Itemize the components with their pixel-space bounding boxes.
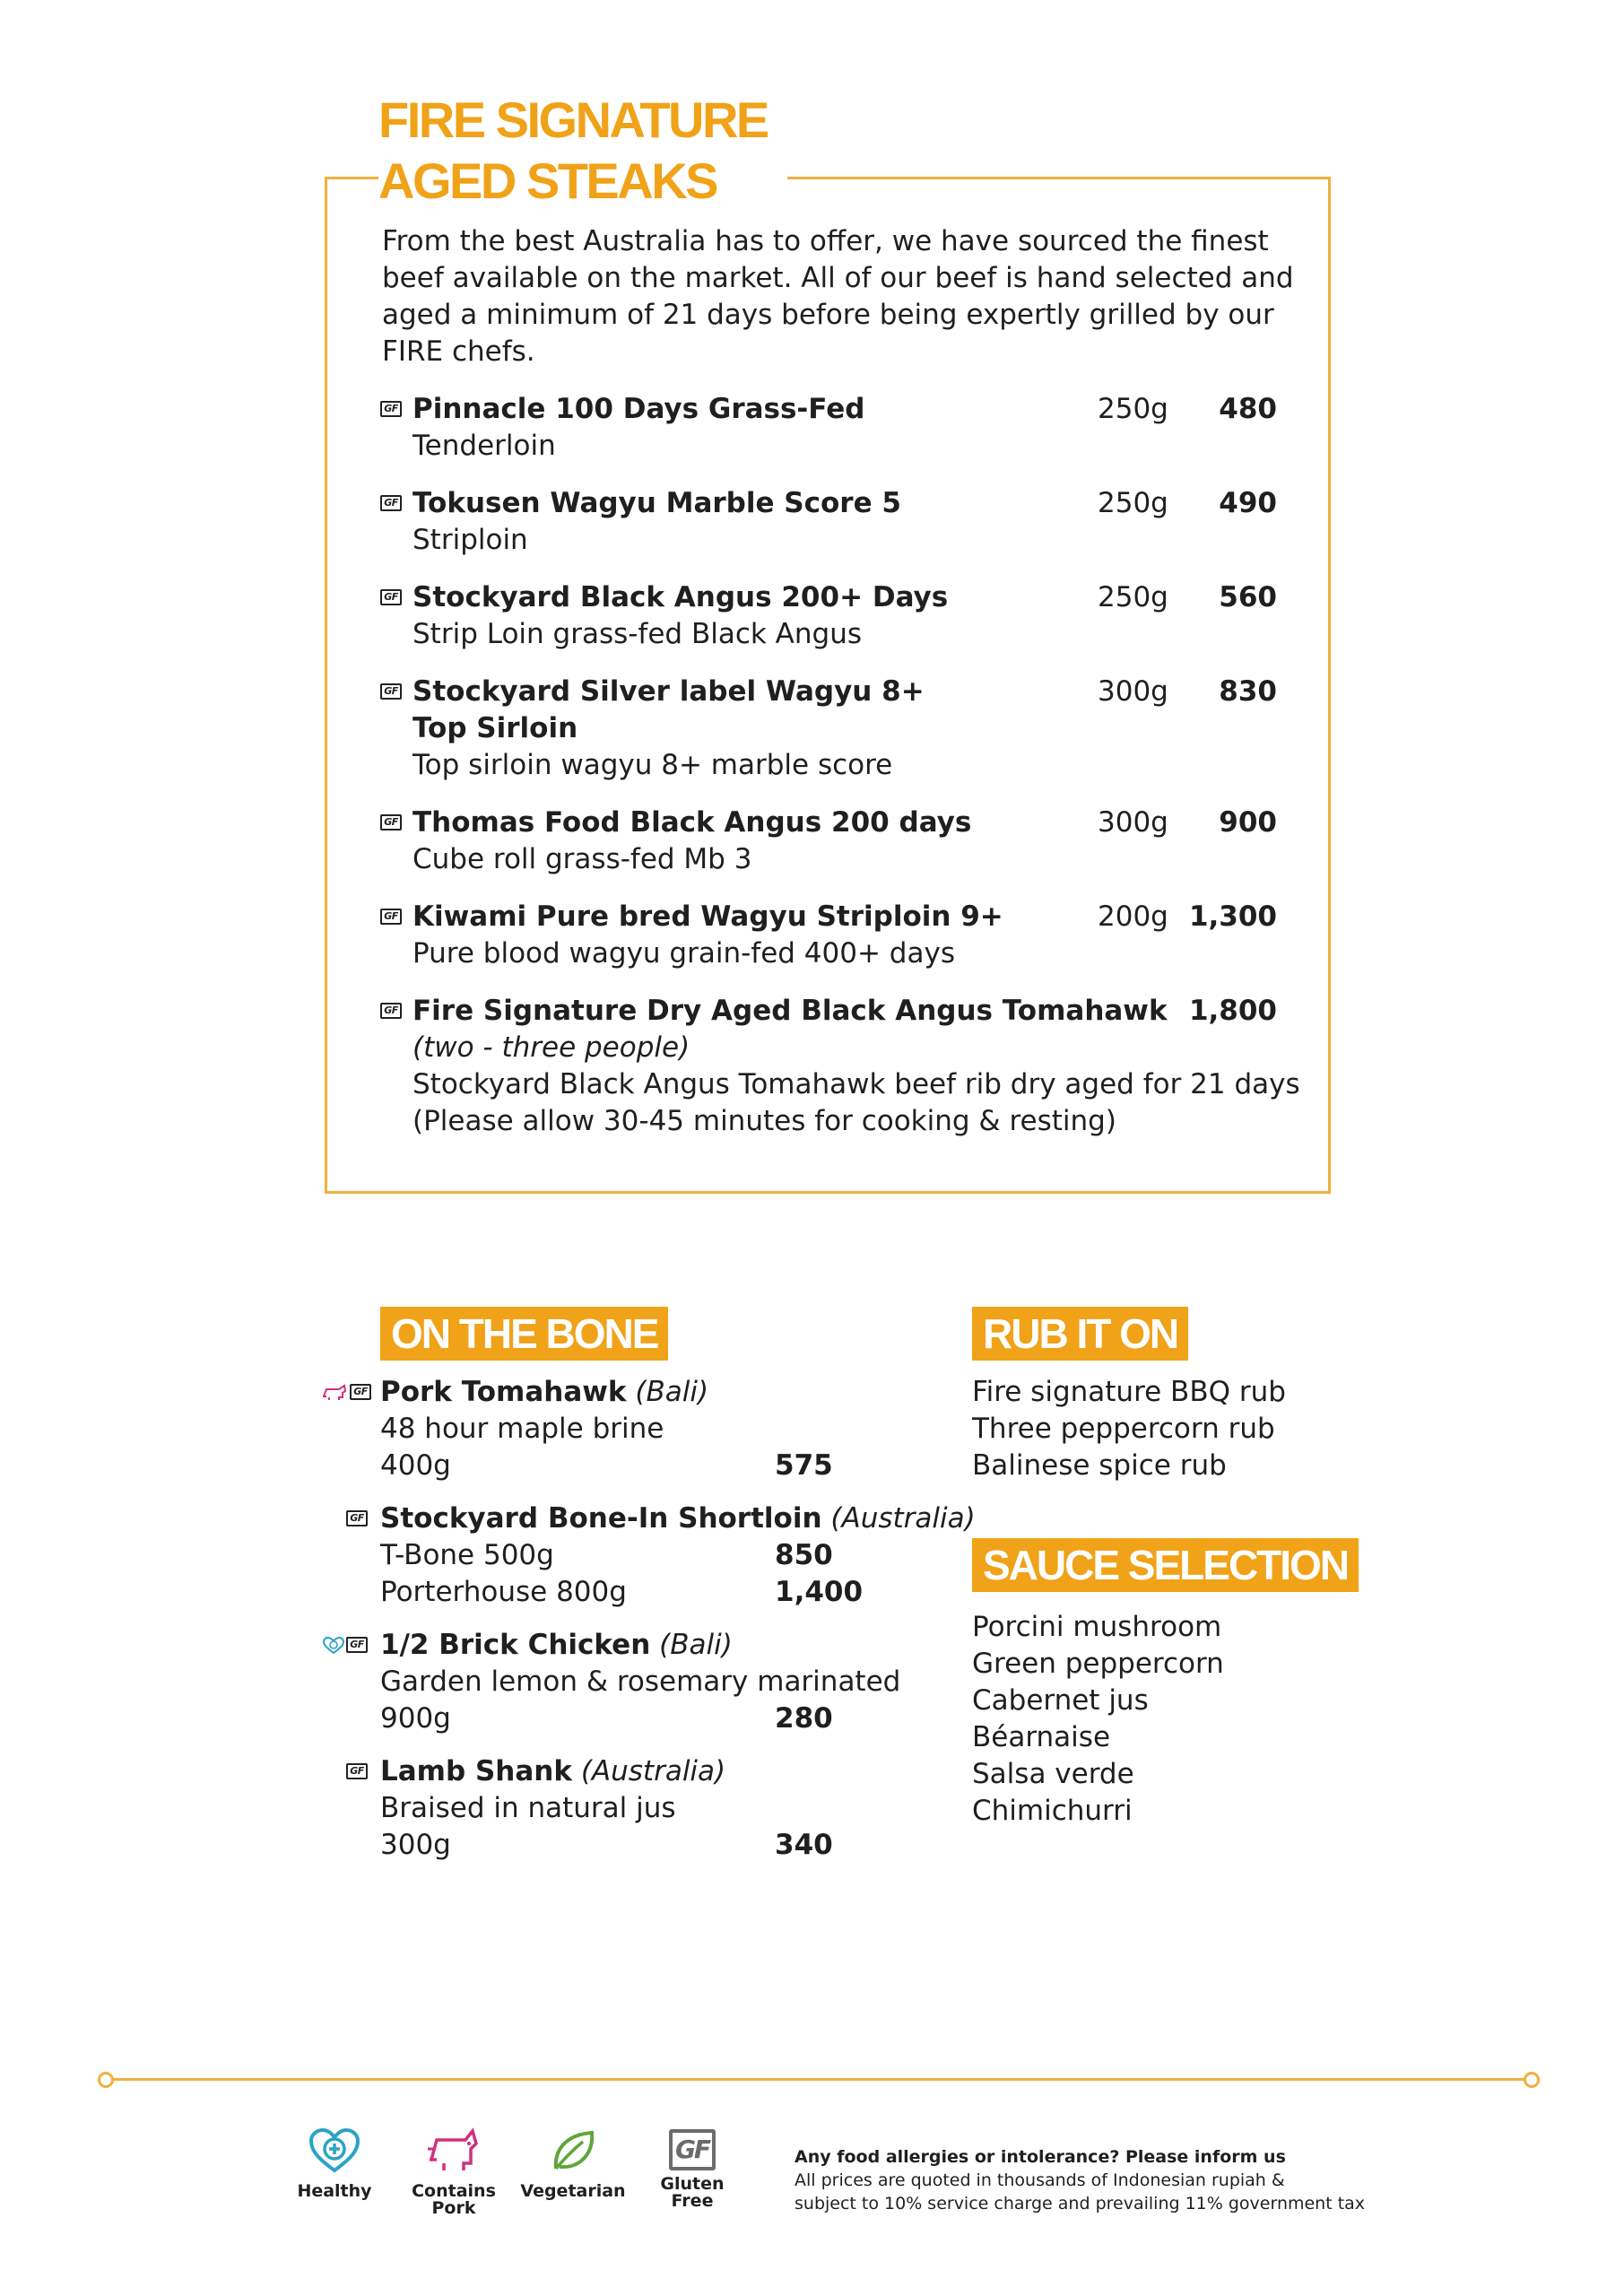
legend-healthy [276, 2127, 393, 2200]
bone-item-desc: 48 hour maple brine [380, 1413, 664, 1445]
bone-item [353, 1374, 847, 1484]
title-line-1: FIRE SIGNATURE [378, 91, 768, 148]
bone-item-size: 800g [556, 1576, 627, 1608]
footer-divider [106, 2078, 1532, 2081]
bone-item-size: 400g [380, 1449, 451, 1482]
bone-item [350, 1500, 976, 1611]
sauce-item: Béarnaise [972, 1721, 1111, 1753]
bone-item-name: Pork Tomahawk [380, 1376, 627, 1408]
legend-label: Healthy [297, 2181, 372, 2201]
divider-end-dot [1524, 2072, 1540, 2088]
sauce-item: Cabernet jus [972, 1684, 1149, 1717]
sauce-item: Porcini mushroom [972, 1611, 1222, 1643]
gluten-free-icon: GF [380, 401, 402, 417]
gluten-free-icon: GF [669, 2129, 716, 2170]
bone-cut-label: T-Bone [380, 1539, 475, 1571]
divider-end-dot [98, 2072, 114, 2088]
gluten-free-icon: GF [346, 1510, 368, 1526]
bone-item-origin: (Australia) [580, 1755, 726, 1787]
bone-item [350, 1753, 847, 1864]
bone-item-name: Stockyard Bone-In Shortloin [380, 1502, 822, 1535]
legend-pork [395, 2127, 512, 2217]
steak-desc: Pure blood wagyu grain-fed 400+ days [413, 937, 955, 970]
bone-item-origin: (Bali) [635, 1376, 709, 1408]
legend-label: Gluten [660, 2174, 725, 2194]
legend-label: Pork [431, 2198, 476, 2218]
steak-name-line-2: Top Sirloin [413, 712, 578, 744]
steak-weight: 300g [1098, 675, 1168, 708]
gluten-free-icon: GF [380, 495, 402, 511]
steak-name: Stockyard Silver label Wagyu 8+ [413, 675, 925, 708]
bone-item-size: 500g [482, 1539, 554, 1571]
sauce-item: Chimichurri [972, 1795, 1133, 1827]
steak-desc: Top sirloin wagyu 8+ marble score [413, 749, 893, 781]
gluten-free-icon: GF [380, 1003, 402, 1019]
gluten-free-icon: GF [346, 1637, 368, 1653]
legend-label: Contains [412, 2181, 496, 2201]
steak-price: 830 [1219, 675, 1277, 708]
steak-weight: 200g [1098, 900, 1168, 933]
bone-item-desc: Garden lemon & rosemary marinated [380, 1665, 901, 1698]
price-notice: All prices are quoted in thousands of Indonesian rupiah & [795, 2170, 1285, 2190]
price-notice: subject to 10% service charge and prevailing 11% government tax [795, 2194, 1366, 2213]
section-title-steaks [378, 90, 787, 212]
rub-item: Fire signature BBQ rub [972, 1376, 1286, 1408]
bone-item-name: 1/2 Brick Chicken [380, 1629, 651, 1661]
gluten-free-icon: GF [346, 1763, 368, 1779]
legend-label: Vegetarian [520, 2181, 626, 2201]
sauce-item: Green peppercorn [972, 1648, 1224, 1680]
steak-desc: Cube roll grass-fed Mb 3 [413, 843, 752, 875]
steak-weight: 250g [1098, 487, 1168, 519]
bone-item-size: 900g [380, 1702, 451, 1735]
steak-desc: Striploin [413, 524, 528, 556]
steak-name: Fire Signature Dry Aged Black Angus Tomahawk [413, 995, 1168, 1027]
gluten-free-icon: GF [380, 683, 402, 700]
gluten-free-icon: GF [380, 589, 402, 605]
steak-desc: (Please allow 30-45 minutes for cooking & resting) [413, 1105, 1116, 1137]
sauce-list [972, 1609, 1224, 1830]
section-title-rub-it-on: RUB IT ON [972, 1307, 1188, 1361]
vegetarian-icon [547, 2127, 599, 2174]
gluten-free-icon: GF [350, 1384, 371, 1400]
steak-name: Kiwami Pure bred Wagyu Striploin 9+ [413, 900, 1003, 933]
steak-name: Pinnacle 100 Days Grass-Fed [413, 393, 865, 425]
bone-item-origin: (Bali) [659, 1629, 733, 1661]
bone-item-size: 300g [380, 1829, 451, 1861]
rub-item: Balinese spice rub [972, 1449, 1227, 1482]
bone-item-name: Lamb Shank [380, 1755, 572, 1787]
steak-price: 900 [1219, 806, 1277, 839]
healthy-icon [323, 1637, 344, 1655]
steak-price: 1,800 [1188, 995, 1277, 1027]
footer-note [795, 2145, 1476, 2215]
title-line-2: AGED STEAKS [378, 152, 716, 209]
bone-item-price: 340 [775, 1829, 833, 1861]
gluten-free-icon: GF [380, 814, 402, 831]
gluten-free-icon: GF [380, 909, 402, 925]
section-title-on-the-bone: ON THE BONE [380, 1307, 668, 1361]
bone-item-price: 850 [775, 1539, 833, 1571]
bone-item [350, 1627, 901, 1737]
legend-vegetarian [515, 2127, 631, 2200]
steak-weight: 250g [1098, 581, 1168, 613]
steak-weight: 250g [1098, 393, 1168, 425]
steak-price: 1,300 [1188, 900, 1277, 933]
steak-desc: Tenderloin [413, 430, 556, 462]
steak-desc: Stockyard Black Angus Tomahawk beef rib dry aged for 21 days [413, 1068, 1300, 1100]
steak-name: Thomas Food Black Angus 200 days [413, 806, 972, 839]
bone-item-price: 280 [775, 1702, 833, 1735]
bone-item-price: 575 [775, 1449, 833, 1482]
steak-price: 490 [1219, 487, 1277, 519]
rub-list [972, 1374, 1286, 1484]
allergy-notice: Any food allergies or intolerance? Please inform us [795, 2147, 1286, 2167]
steak-price: 480 [1219, 393, 1277, 425]
legend-gluten-free [634, 2127, 751, 2210]
rub-item: Three peppercorn rub [972, 1413, 1275, 1445]
section-title-sauce-selection: SAUCE SELECTION [972, 1538, 1359, 1592]
bone-item-origin: (Australia) [830, 1502, 976, 1535]
healthy-icon [308, 2127, 360, 2174]
pork-icon [321, 1384, 348, 1402]
steak-name: Tokusen Wagyu Marble Score 5 [413, 487, 901, 519]
steak-name: Stockyard Black Angus 200+ Days [413, 581, 949, 613]
bone-item-price: 1,400 [775, 1576, 864, 1608]
legend-label: Free [671, 2191, 714, 2211]
steak-desc: Strip Loin grass-fed Black Angus [413, 618, 863, 650]
sauce-item: Salsa verde [972, 1758, 1134, 1790]
steak-price: 560 [1219, 581, 1277, 613]
steak-weight: 300g [1098, 806, 1168, 839]
steak-serving-note: (two - three people) [413, 1031, 690, 1064]
steaks-intro: From the best Australia has to offer, we have sourced the finest beef available on the market. All of our beef is hand selected and aged a minimum of 21 days before being expertly grilled by our FIRE chefs. [382, 225, 1294, 368]
bone-item-desc: Braised in natural jus [380, 1792, 676, 1824]
pork-icon [426, 2127, 482, 2174]
bone-cut-label: Porterhouse [380, 1576, 548, 1608]
